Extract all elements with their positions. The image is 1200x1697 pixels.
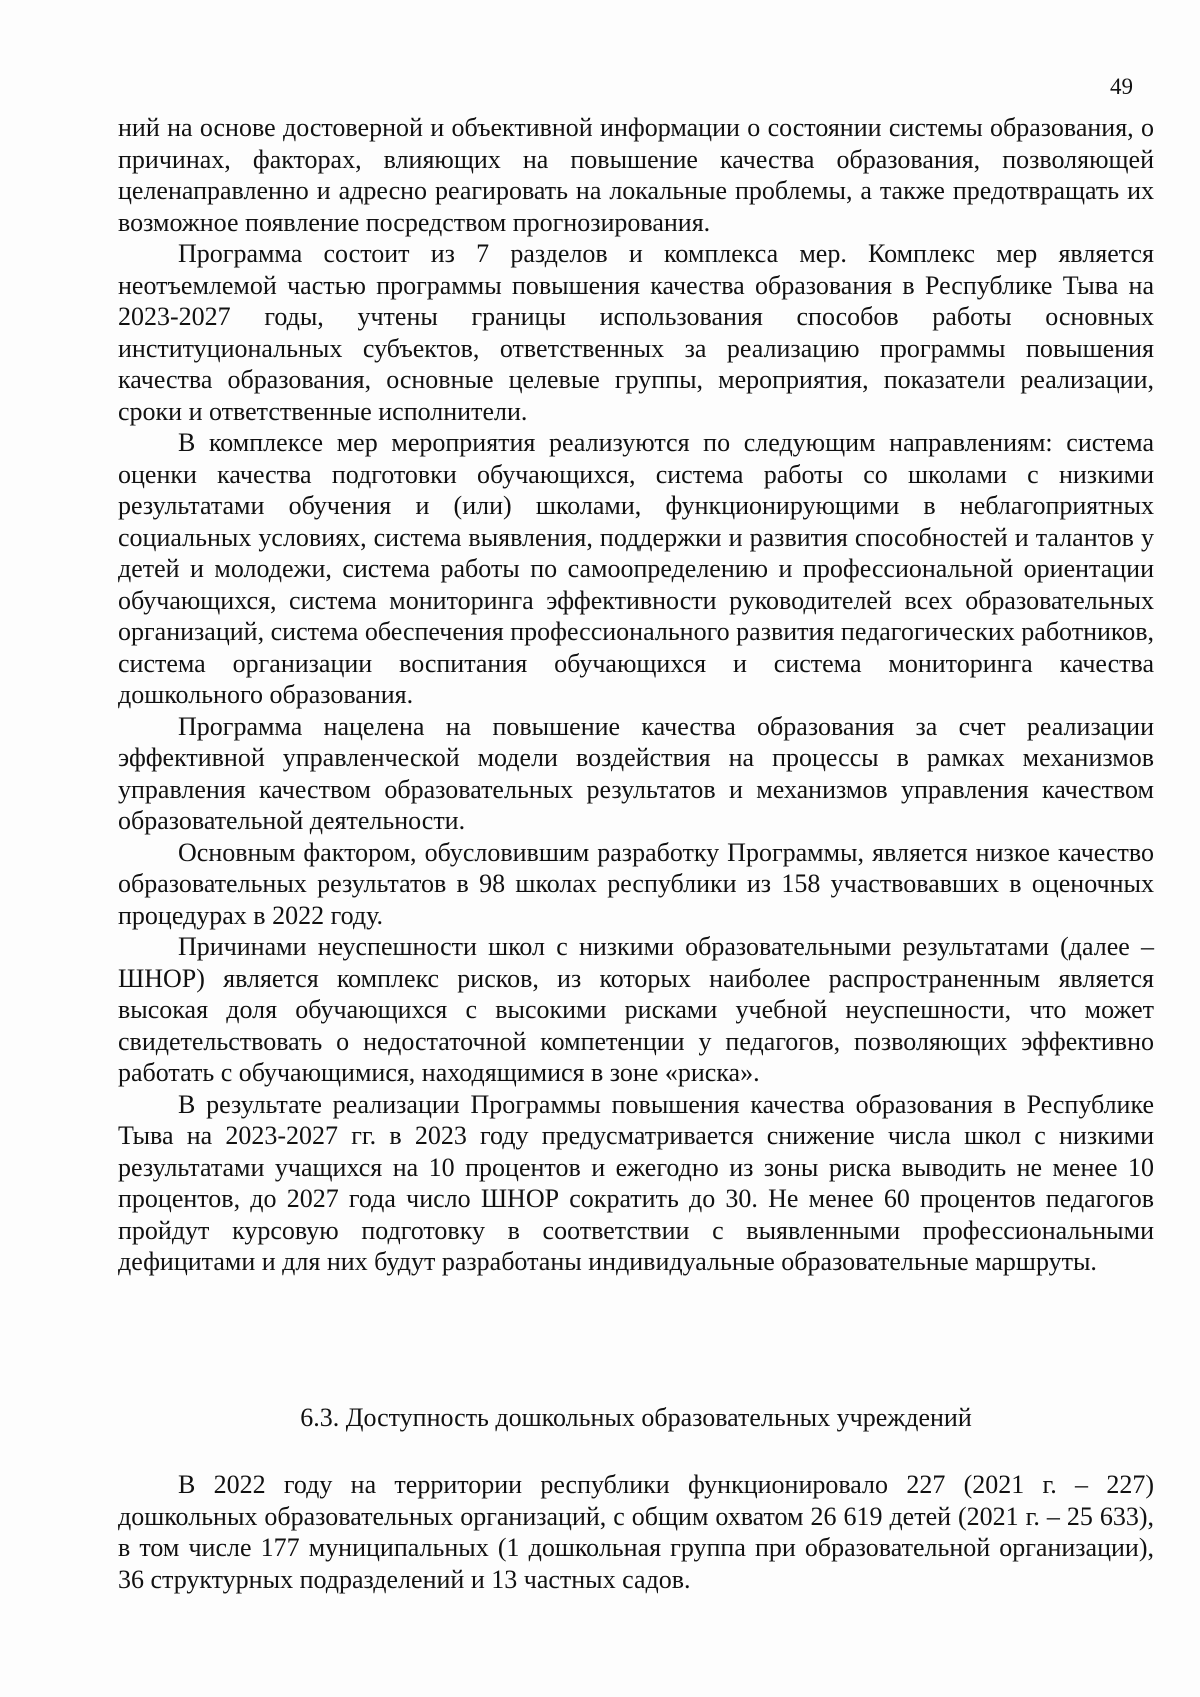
paragraph-failure-reasons: Причинами неуспешности школ с низкими образовательными результатами (далее – ШНОР) является комплекс рисков, из которых наиболее распространенным является высокая доля обучающихся с высокими рисками учебной неуспешности, что может свидетельствовать о недостаточной компетенции у педагогов, позволяющих эффективно работать с обучающимися, находящимися в зоне «риска». bbox=[118, 932, 1154, 1087]
paragraph-expected-results: В результате реализации Программы повышения качества образования в Республике Тыва на 2023-2027 гг. в 2023 году предусматривается снижение числа школ с низкими результатами учащихся на 10 процентов и ежегодно из зоны риска выводить не менее 10 процентов, до 2027 года число ШНОР сократить до 30. Не менее 60 процентов педагогов пройдут курсовую подготовку в соответствии с выявленными профессиональными дефицитами и для них будут разработаны индивидуальные образовательные маршруты. bbox=[118, 1089, 1154, 1276]
paragraph-main-factor: Основным фактором, обусловившим разработку Программы, является низкое качество образовательных результатов в 98 школах республики из 158 участвовавших в оценочных процедурах в 2022 году. bbox=[118, 837, 1154, 930]
paragraph-measures-directions: В комплексе мер мероприятия реализуются по следующим направлениям: система оценки качества подготовки обучающихся, система работы со школами с низкими результатами обучения и (или) школами, функционирующими в неблагоприятных социальных условиях, система выявления, поддержки и развития способностей и талантов у детей и молодежи, система работы по самоопределению и профессиональной ориентации обучающихся, система мониторинга эффективности руководителей всех образовательных организаций, система обеспечения профессионального развития педагогических работников, система организации воспитания обучающихся и система мониторинга качества дошкольного образования. bbox=[118, 428, 1154, 709]
section-body bbox=[118, 1469, 1154, 1595]
section-heading: 6.3. Доступность дошкольных образовательных учреждений bbox=[300, 1403, 972, 1432]
document-body bbox=[118, 112, 1154, 1278]
paragraph-program-aim: Программа нацелена на повышение качества образования за счет реализации эффективной управленческой модели воздействия на процессы в рамках механизмов управления качеством образовательных результатов и механизмов управления качеством образовательной деятельности. bbox=[118, 711, 1154, 835]
paragraph-preschool-stats: В 2022 году на территории республики функционировало 227 (2021 г. – 227) дошкольных образовательных организаций, с общим охватом 26 619 детей (2021 г. – 25 633), в том числе 177 муниципальных (1 дошкольная группа при образовательной организации), 36 структурных подразделений и 13 частных садов. bbox=[118, 1470, 1154, 1594]
paragraph-program-structure: Программа состоит из 7 разделов и комплекса мер. Комплекс мер является неотъемлемой частью программы повышения качества образования в Республике Тыва на 2023-2027 годы, учтены границы использования способов работы основных институциональных субъектов, ответственных за реализацию программы повышения качества образования, основные целевые группы, мероприятия, показатели реализации, сроки и ответственные исполнители. bbox=[118, 239, 1154, 426]
paragraph-continuation: ний на основе достоверной и объективной информации о состоянии системы образования, о причинах, факторах, влияющих на повышение качества образования, позволяющей целенаправленно и адресно реагировать на локальные проблемы, а также предотвращать их возможное появление посредством прогнозирования. bbox=[118, 113, 1154, 237]
page-number: 49 bbox=[1110, 74, 1133, 99]
